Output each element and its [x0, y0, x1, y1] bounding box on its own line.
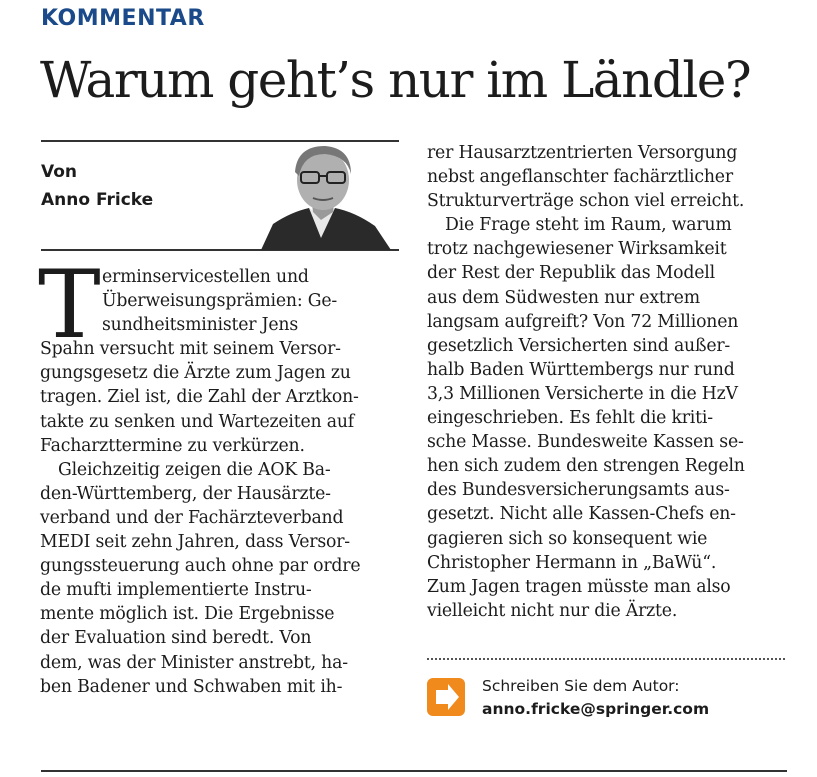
section-kicker: KOMMENTAR	[41, 6, 205, 31]
author-email-link[interactable]: anno.fricke@springer.com	[482, 700, 710, 718]
drop-cap: T	[38, 251, 101, 360]
author-portrait	[251, 142, 398, 250]
dotted-divider	[427, 658, 785, 660]
text-line: nebst angeflanschter fachärztlicher	[427, 167, 733, 188]
byline-von: Von	[41, 162, 78, 182]
text-line: dem, was der Minister anstrebt, ha-	[40, 652, 348, 673]
text-line: takte zu senken und Wartezeiten auf	[40, 411, 354, 432]
text-line: tragen. Ziel ist, die Zahl der Arztkon-	[40, 387, 359, 408]
text-line: gesetzlich Versicherten sind außer-	[427, 335, 731, 356]
author-byline	[41, 142, 398, 250]
text-line: gungssteuerung auch ohne par ordre	[40, 556, 361, 577]
text-line: hen sich zudem den strengen Regeln	[427, 456, 745, 477]
text-line: Gleichzeitig zeigen die AOK Ba-	[58, 459, 331, 480]
text-line: de mufti implementierte Instru-	[40, 580, 312, 601]
text-line: halb Baden Württembergs nur rund	[427, 359, 735, 380]
text-line: sundheitsminister Jens	[102, 315, 299, 336]
text-line: Zum Jagen tragen müsste man also	[427, 576, 731, 597]
text-line: gesetzt. Nicht alle Kassen-Chefs en-	[427, 504, 736, 525]
text-line: MEDI seit zehn Jahren, dass Versor-	[40, 532, 350, 553]
text-line: 3,3 Millionen Versicherte in die HzV	[427, 383, 738, 404]
contact-label: Schreiben Sie dem Autor:	[482, 677, 680, 695]
text-line: eingeschrieben. Es fehlt die kriti-	[427, 408, 713, 429]
text-line: sche Masse. Bundesweite Kassen se-	[427, 432, 744, 453]
text-line: ben Badener und Schwaben mit ih-	[40, 676, 343, 697]
author-name: Anno Fricke	[41, 190, 154, 210]
text-line: Die Frage steht im Raum, warum	[445, 215, 732, 236]
text-line: der Evaluation sind beredt. Von	[40, 628, 312, 649]
text-line: gagieren sich so konsequent wie	[427, 528, 708, 549]
arrow-right-icon	[427, 678, 465, 716]
text-line: des Bundesversicherungsamts aus-	[427, 480, 730, 501]
headline: Warum geht’s nur im Ländle?	[40, 51, 751, 109]
text-line: Facharzttermine zu verkürzen.	[40, 435, 305, 456]
text-line: der Rest der Republik das Modell	[427, 263, 715, 284]
bottom-rule	[41, 770, 787, 772]
article-column-1	[40, 265, 400, 699]
text-line: trotz nachgewiesener Wirksamkeit	[427, 239, 727, 260]
text-line: den-Württemberg, der Hausärzte-	[40, 483, 331, 504]
text-line: Überweisungsprämien: Ge-	[102, 291, 338, 312]
text-line: vielleicht nicht nur die Ärzte.	[427, 600, 678, 621]
text-line: mente möglich ist. Die Ergebnisse	[40, 604, 335, 625]
text-line: langsam aufgreift? Von 72 Millionen	[427, 311, 739, 332]
text-line: Strukturverträge schon viel erreicht.	[427, 191, 745, 212]
text-line: aus dem Südwesten nur extrem	[427, 287, 700, 308]
text-line: rer Hausarztzentrierten Versorgung	[427, 143, 738, 163]
text-line: erminservicestellen und	[102, 267, 309, 287]
article-column-2	[427, 141, 787, 623]
text-line: verband und der Fachärzteverband	[40, 507, 344, 528]
text-line: gungsgesetz die Ärzte zum Jagen zu	[40, 363, 351, 384]
text-line: Spahn versucht mit seinem Versor-	[40, 339, 341, 360]
text-line: Christopher Hermann in „BaWü“.	[427, 552, 717, 573]
